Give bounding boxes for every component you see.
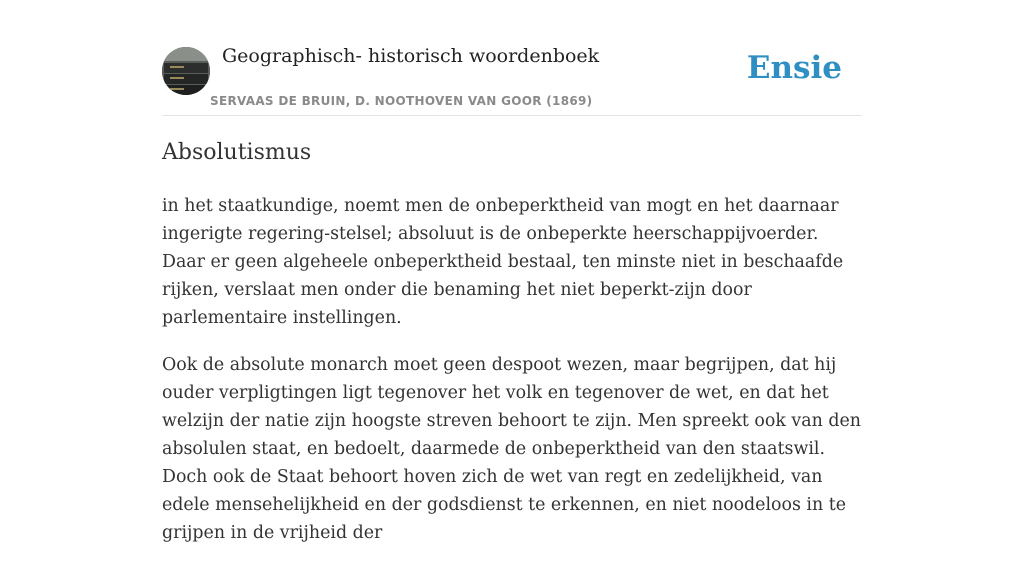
- entry-paragraph: in het staatkundige, noemt men de onbeperktheid van mogt en het daarnaar ingerigte regering-stelsel; absoluut is de onbeperkte heerschappijvoerder. Daar er geen algeheele onbeperktheid bestaal, ten minste niet in beschaafde rijken, verslaat men onder die benaming het niet beperkt-zijn door parlementaire instellingen.: [162, 196, 844, 328]
- entry-paragraph: Ook de absolute monarch moet geen despoot wezen, maar begrijpen, dat hij ouder verpligtingen ligt tegenover het volk en tegenover de wet, en dat het welzijn der natie zijn hoogste streven behoort te zijn. Men spreekt ook van den absolulen staat, en bedoelt, daarmede de onbeperktheid van den staatswil. Doch ook de Staat behoort hoven zich de wet van regt en zedelijkheid, van edele mensehelijkheid en der godsdienst te erkennen, en niet noodeloos in te grijpen in de vrijheid der: [162, 355, 861, 543]
- book-cover-avatar[interactable]: [162, 47, 210, 95]
- ensie-logo[interactable]: Ensie: [746, 50, 842, 86]
- page: [162, 0, 862, 543]
- entry-body: [162, 192, 866, 566]
- book-title[interactable]: Geographisch- historisch woordenboek: [222, 45, 600, 67]
- header: [162, 0, 862, 116]
- book-cover-image-icon: [162, 47, 210, 95]
- entry-title: Absolutismus: [162, 140, 312, 165]
- author-byline: SERVAAS DE BRUIN, D. NOOTHOVEN VAN GOOR (1869): [210, 94, 593, 108]
